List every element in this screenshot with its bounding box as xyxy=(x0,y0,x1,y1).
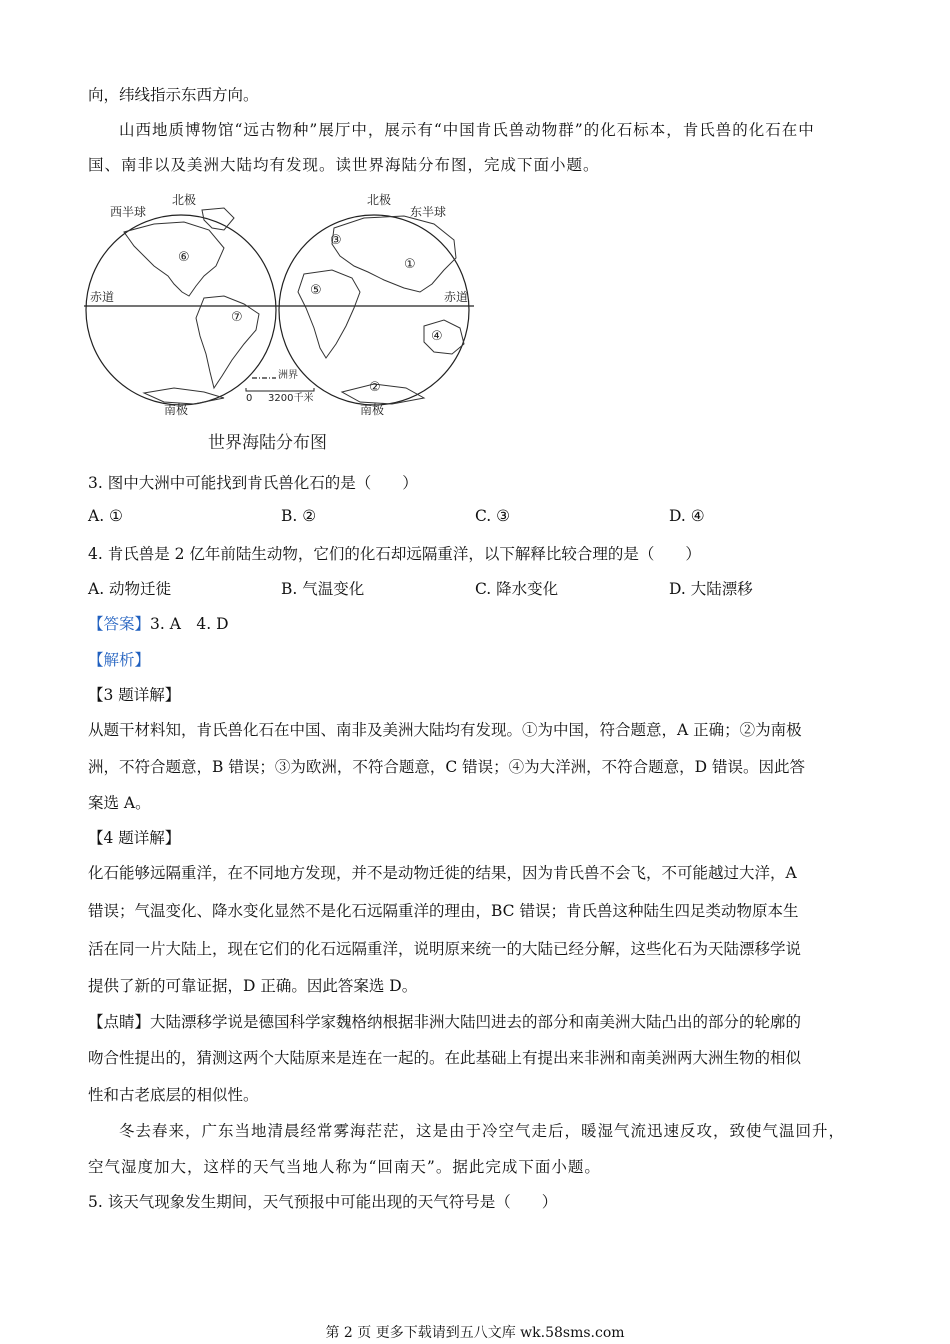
q3-option-b: B. ② xyxy=(281,507,317,525)
detail4-title: 【4 题详解】 xyxy=(88,829,181,847)
north-america-shape xyxy=(124,222,224,296)
answer-tag: 【答案】 xyxy=(88,615,151,633)
detail4-line-2: 错误；气温变化、降水变化显然不是化石远隔重洋的理由，BC 错误；肯氏兽这种陆生四足类动物原本生 xyxy=(88,902,799,920)
east-hemisphere-label: 东半球 xyxy=(410,205,447,219)
map-caption: 世界海陆分布图 xyxy=(208,433,327,453)
detail3-line-1: 从题干材料知，肯氏兽化石在中国、南非及美洲大陆均有发现。①为中国，符合题意，A 正确；②为南极 xyxy=(88,721,802,739)
q5-stem: 5. 该天气现象发生期间，天气预报中可能出现的天气符号是（ ） xyxy=(88,1193,558,1211)
q3-option-d: D. ④ xyxy=(669,507,705,525)
antarctica-right-shape xyxy=(342,384,424,404)
detail3-title: 【3 题详解】 xyxy=(88,686,181,704)
answer-line xyxy=(88,612,229,634)
top-line: 向，纬线指示东西方向。 xyxy=(88,86,259,104)
west-hemisphere-label: 西半球 xyxy=(110,205,147,219)
answer-text: 3. A 4. D xyxy=(150,615,229,633)
marker-4: ④ xyxy=(431,329,443,344)
detail3-line-2: 洲，不符合题意，B 错误；③为欧洲，不符合题意，C 错误；④为大洋洲，不符合题意，D 错误。因此答 xyxy=(88,758,805,776)
detail4-line-1: 化石能够远隔重洋，在不同地方发现，并不是动物迁徙的结果，因为肯氏兽不会飞，不可能越过大洋，A xyxy=(88,864,797,882)
south-pole-right-label: 南极 xyxy=(360,403,385,417)
analysis-tag: 【解析】 xyxy=(88,651,151,669)
scale-distance-label: 3200千米 xyxy=(268,393,314,404)
marker-6: ⑥ xyxy=(178,250,190,265)
material-1-line-2: 国、南非以及美洲大陆均有发现。读世界海陆分布图，完成下面小题。 xyxy=(88,156,600,174)
legend-boundary-label: 洲界 xyxy=(278,370,298,381)
equator-left-label: 赤道 xyxy=(90,290,115,304)
eastern-hemisphere-circle xyxy=(279,215,469,405)
africa-shape xyxy=(298,270,360,358)
material-2-line-2: 空气湿度加大，这样的天气当地人称为“回南天”。据此完成下面小题。 xyxy=(88,1158,601,1176)
western-hemisphere-circle xyxy=(86,215,276,405)
marker-5: ⑤ xyxy=(310,283,322,298)
australia-shape xyxy=(424,320,464,354)
tip-line-2: 吻合性提出的，猜测这两个大陆原来是连在一起的。在此基础上有提出来非洲和南美洲两大洲生物的相似 xyxy=(88,1049,802,1067)
q4-option-a: A. 动物迁徙 xyxy=(88,580,172,598)
page-footer: 第 2 页 更多下载请到五八文库 wk.58sms.com xyxy=(325,1325,625,1341)
detail4-line-3: 活在同一片大陆上，现在它们的化石远隔重洋，说明原来统一的大陆已经分解，这些化石为天陆漂移学说 xyxy=(88,940,802,958)
north-pole-left-label: 北极 xyxy=(172,193,197,207)
north-pole-right-label: 北极 xyxy=(367,193,392,207)
tip-text-1: 大陆漂移学说是德国科学家魏格纳根据非洲大陆凹进去的部分和南美洲大陆凸出的部分的轮廓的 xyxy=(150,1013,802,1031)
marker-1: ① xyxy=(404,257,416,272)
scale-bar-symbol xyxy=(246,388,314,391)
q4-option-c: C. 降水变化 xyxy=(475,580,559,598)
q4-option-d: D. 大陆漂移 xyxy=(669,580,753,598)
tip-line-1 xyxy=(88,1010,801,1032)
q3-stem: 3. 图中大洲中可能找到肯氏兽化石的是（ ） xyxy=(88,474,418,492)
marker-3: ③ xyxy=(330,233,342,248)
material-2-line-1: 冬去春来，广东当地清晨经常雾海茫茫，这是由于冷空气走后，暖湿气流迅速反攻，致使气温回升， xyxy=(119,1122,846,1140)
eurasia-shape xyxy=(332,216,456,292)
marker-7: ⑦ xyxy=(231,310,243,325)
tip-line-3: 性和古老底层的相似性。 xyxy=(88,1086,259,1104)
south-pole-left-label: 南极 xyxy=(164,403,189,417)
detail3-line-3: 案选 A。 xyxy=(88,794,151,812)
scale-zero-label: 0 xyxy=(246,393,253,404)
q3-option-a: A. ① xyxy=(88,507,123,525)
tip-tag: 【点睛】 xyxy=(88,1013,151,1031)
material-1-line-1: 山西地质博物馆“远古物种”展厅中，展示有“中国肯氏兽动物群”的化石标本，肯氏兽的化石在中 xyxy=(119,121,815,139)
q3-option-c: C. ③ xyxy=(475,507,511,525)
marker-2: ② xyxy=(369,380,381,395)
world-map-figure xyxy=(84,188,484,453)
q4-option-b: B. 气温变化 xyxy=(281,580,365,598)
south-america-shape xyxy=(196,296,259,388)
equator-right-label: 赤道 xyxy=(444,290,469,304)
q4-stem: 4. 肯氏兽是 2 亿年前陆生动物，它们的化石却远隔重洋，以下解释比较合理的是（ ） xyxy=(88,545,701,563)
detail4-line-4: 提供了新的可靠证据，D 正确。因此答案选 D。 xyxy=(88,977,418,995)
